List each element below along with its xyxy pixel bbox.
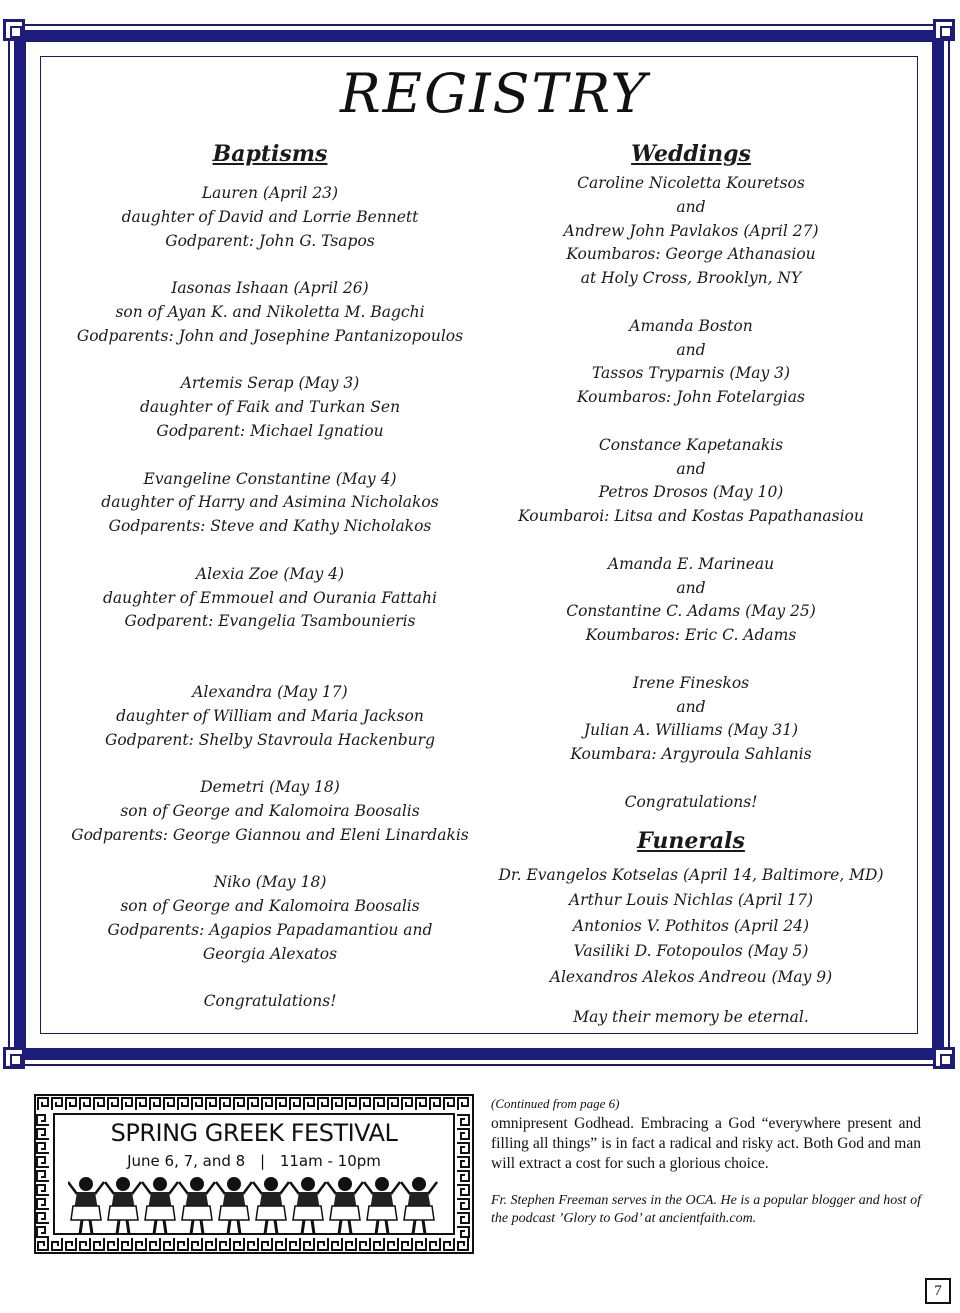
entry-line: son of George and Kalomoira Boosalis [120,897,420,916]
entry-line: daughter of Emmouel and Ourania Fattahi [103,588,437,607]
entry-line: Petros Drosos (May 10) [598,483,784,502]
baptism-entry [62,563,478,634]
entry-line: and [676,197,706,216]
entry-line: Godparent: John G. Tsapos [165,231,375,250]
article-body: omnipresent Godhead. Embracing a God “everywhere present and filling all things” is in fact a radical and risky act. Both God and man will extract a cost for such a glorious choice. [491,1115,921,1172]
entry-line: Constance Kapetanakis [598,435,784,454]
baptism-entry [62,468,478,539]
baptism-entry [62,776,478,847]
entry-line: Koumbaroi: Litsa and Kostas Papathanasiou [518,507,864,526]
entry-line: son of Ayan K. and Nikoletta M. Bagchi [115,302,425,321]
entry-line: Niko (May 18) [213,873,327,892]
entry-line: Constantine C. Adams (May 25) [566,602,816,621]
entry-line: Caroline Nicoletta Kouretsos [577,174,805,192]
entry-line: and [676,697,706,716]
dancer-figure [216,1177,252,1234]
entry-line: Godparents: Steve and Kathy Nicholakos [108,517,432,536]
entry-line: Alexia Zoe (May 4) [195,564,345,583]
wedding-entry [480,172,902,291]
entry-line: Godparent: Shelby Stavroula Hackenburg [105,730,435,749]
baptism-entry [62,372,478,443]
entry-line: and [676,459,706,478]
festival-subtitle [84,1152,424,1170]
funeral-entry: Dr. Evangelos Kotselas (April 14, Baltimore, MD) [498,865,884,884]
dancer-figure [401,1177,437,1234]
dancer-figure [364,1177,400,1234]
baptisms-closing: Congratulations! [203,992,337,1011]
entry-line: Godparents: Agapios Papadamantiou and [107,920,433,939]
frame-corner-ornament [3,1047,25,1069]
dancer-figure [253,1177,289,1234]
dancer-figure [68,1177,104,1234]
baptism-entry [62,681,478,752]
entry-line: Godparents: John and Josephine Pantanizopoulos [76,326,464,345]
dancer-figure [105,1177,141,1234]
weddings-closing: Congratulations! [624,792,758,811]
entry-line: Julian A. Williams (May 31) [583,721,799,740]
entry-line: Tassos Tryparnis (May 3) [591,364,791,383]
entry-line: Koumbara: Argyroula Sahlanis [570,745,812,764]
entry-line: Godparent: Michael Ignatiou [156,421,384,440]
festival-separator: | [260,1152,266,1170]
entry-line: daughter of Harry and Asimina Nicholakos [101,493,439,512]
frame-corner-ornament [933,1047,955,1069]
entry-line: Andrew John Pavlakos (April 27) [563,221,819,240]
entry-line: at Holy Cross, Brooklyn, NY [580,269,802,288]
funeral-entry: Alexandros Alekos Andreou (May 9) [549,967,833,986]
entry-line: son of George and Kalomoira Boosalis [120,801,420,820]
festival-ad [34,1094,474,1254]
entry-line: Alexandra (May 17) [192,682,348,701]
funeral-entry: Antonios V. Pothitos (April 24) [572,916,810,935]
entry-line: Koumbaros: John Fotelargias [577,388,805,407]
baptism-entry [62,277,478,348]
frame-corner-ornament [3,19,25,41]
entry-line: Koumbaros: Eric C. Adams [585,626,797,645]
entry-line: Evangeline Constantine (May 4) [143,469,397,488]
entry-line: and [676,578,706,597]
wedding-entry [480,672,902,767]
funeral-entry: Arthur Louis Nichlas (April 17) [568,891,814,910]
baptisms-column [62,138,478,1014]
entry-line: Artemis Serap (May 3) [180,374,360,393]
entry-line: Koumbaros: George Athanasiou [566,245,816,264]
dancer-figure [327,1177,363,1234]
baptism-entry [62,182,478,253]
spacer [62,658,478,681]
page-number: 7 [925,1278,951,1304]
funerals-closing: May their memory be eternal. [573,1008,809,1027]
festival-dates: June 6, 7, and 8 [127,1152,246,1170]
page-title: REGISTRY [340,62,649,125]
funerals-heading: Funerals [637,827,745,854]
entry-line: daughter of David and Lorrie Bennett [121,207,419,226]
author-bio: Fr. Stephen Freeman serves in the OCA. He is a popular blogger and host of the podcast ’Glory to God’ at ancientfaith.com. [491,1193,921,1226]
greek-dancers-icon [68,1174,440,1238]
entry-line: Demetri (May 18) [200,778,340,797]
baptisms-heading: Baptisms [212,141,328,167]
continued-article [491,1096,921,1228]
entry-line: Iasonas Ishaan (April 26) [171,279,369,298]
frame-corner-ornament [933,19,955,41]
entry-line: Irene Fineskos [632,673,750,692]
entry-line: Lauren (April 23) [201,184,339,202]
entry-line: Georgia Alexatos [202,944,338,963]
entry-line: Godparent: Evangelia Tsambounieris [124,612,416,631]
wedding-entry [480,434,902,529]
entry-line: daughter of Faik and Turkan Sen [139,398,401,417]
dancer-figure [290,1177,326,1234]
entry-line: Godparents: George Giannou and Eleni Linardakis [71,825,469,844]
festival-title: SPRING GREEK FESTIVAL [110,1119,398,1147]
funeral-entry: Vasiliki D. Fotopoulos (May 5) [573,942,809,961]
weddings-column [480,138,902,1030]
entry-line: Amanda E. Marineau [607,554,775,573]
wedding-entry [480,315,902,410]
weddings-heading: Weddings [631,141,751,167]
wedding-entry [480,553,902,648]
entry-line: Amanda Boston [629,316,753,335]
entry-line: and [676,340,706,359]
dancer-figure [142,1177,178,1234]
dancer-figure [179,1177,215,1234]
entry-line: daughter of William and Maria Jackson [116,706,424,725]
continued-note: (Continued from page 6) [491,1096,620,1111]
festival-hours: 11am - 10pm [279,1152,381,1170]
baptism-entry [62,871,478,966]
